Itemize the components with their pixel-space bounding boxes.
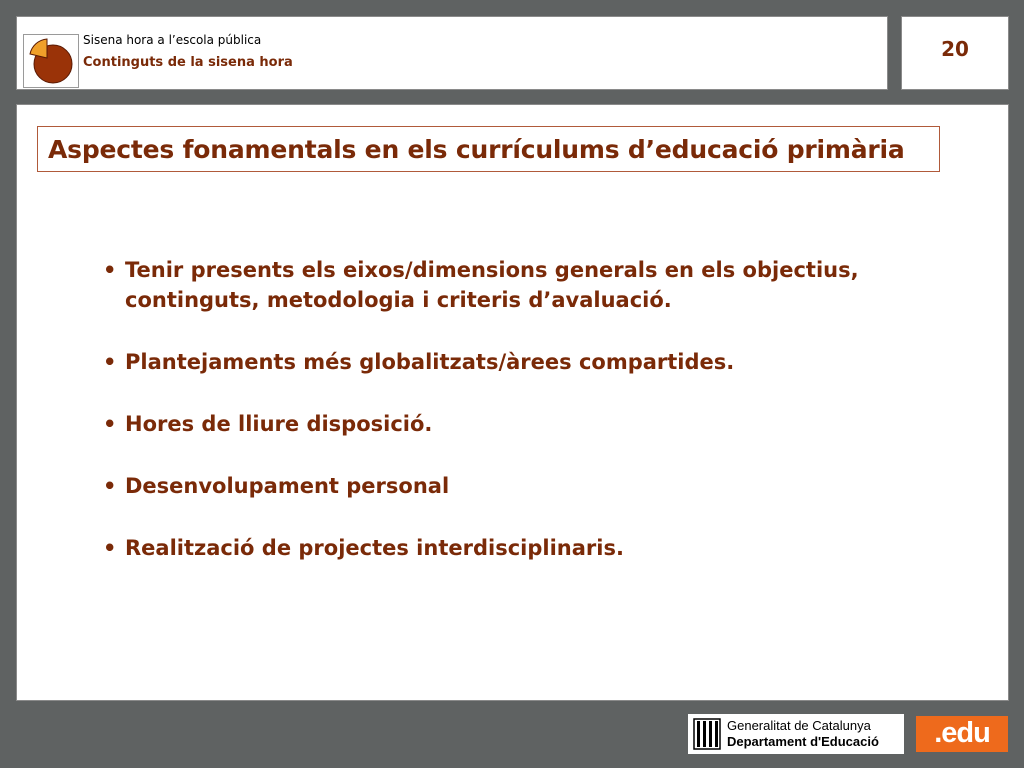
department-name: Departament d'Educació	[727, 734, 879, 749]
edu-logo-text: .edu	[934, 717, 990, 749]
header-title: Continguts de la sisena hora	[83, 55, 293, 70]
bullet-item: • Desenvolupament personal	[101, 471, 961, 501]
bullet-list	[101, 255, 961, 595]
page-number: 20	[941, 37, 969, 61]
page-number-panel	[901, 16, 1009, 90]
bullet-item: • Tenir presents els eixos/dimensions generals en els objectius, continguts, metodologia i criteris d’avaluació.	[101, 255, 961, 315]
bullet-item: • Plantejaments més globalitzats/àrees compartides.	[101, 347, 961, 377]
header-logo	[23, 34, 79, 88]
edu-logo	[916, 716, 1008, 752]
generalitat-logo	[693, 716, 903, 752]
header-subtitle: Sisena hora a l’escola pública	[83, 33, 262, 47]
header-panel	[16, 16, 888, 90]
bullet-item: • Hores de lliure disposició.	[101, 409, 961, 439]
bullet-item: • Realització de projectes interdisciplinaris.	[101, 533, 961, 563]
slide-title: Aspectes fonamentals en els currículums d’educació primària	[48, 135, 905, 164]
slide-content	[16, 104, 1009, 701]
org-name: Generalitat de Catalunya	[727, 718, 871, 733]
catalonia-crest-icon	[693, 718, 721, 754]
slide-title-box	[37, 126, 940, 172]
